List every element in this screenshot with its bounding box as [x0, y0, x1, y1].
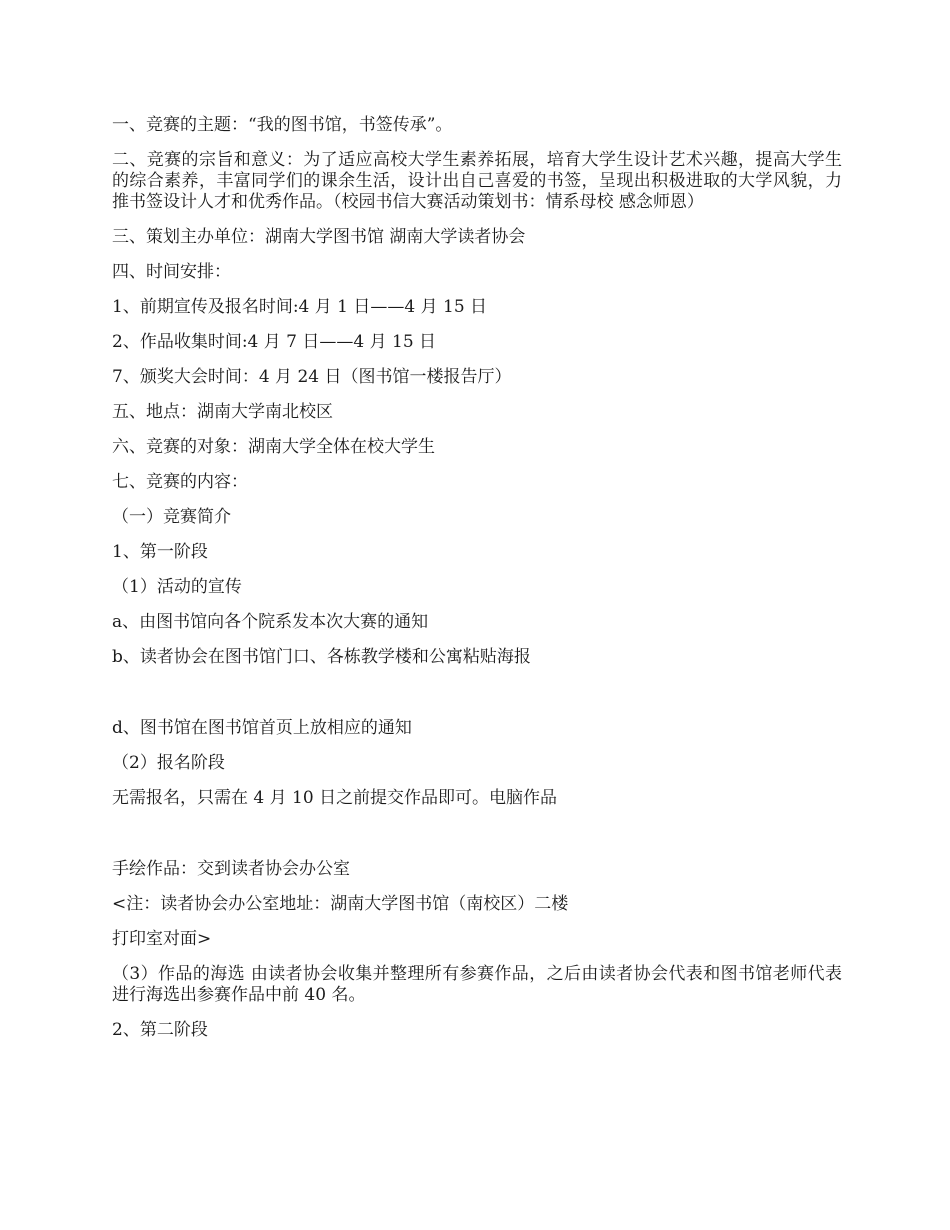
paragraph-location: 五、地点：湖南大学南北校区	[112, 402, 333, 422]
paragraph-audience: 六、竞赛的对象：湖南大学全体在校大学生	[112, 437, 435, 457]
paragraph-office-note-cont: 打印室对面>	[112, 929, 212, 949]
paragraph-intro: （一）竞赛简介	[112, 507, 231, 527]
paragraph-schedule-2: 2、作品收集时间:4 月 7 日——4 月 15 日	[112, 332, 437, 352]
paragraph-promotion: （1）活动的宣传	[112, 577, 242, 597]
blank-line	[112, 682, 842, 718]
paragraph-schedule-heading: 四、时间安排：	[112, 262, 231, 282]
paragraph-stage-2: 2、第二阶段	[112, 1020, 208, 1040]
paragraph-office-note: <注：读者协会办公室地址：湖南大学图书馆（南校区）二楼	[112, 894, 569, 914]
paragraph-selection: （3）作品的海选 由读者协会收集并整理所有参赛作品，之后由读者协会代表和图书馆老师代表进行海选出参赛作品中前 40 名。	[112, 964, 842, 1005]
paragraph-purpose: 二、竞赛的宗旨和意义：为了适应高校大学生素养拓展，培育大学生设计艺术兴趣，提高大学生的综合素养，丰富同学们的课余生活，设计出自己喜爱的书签，呈现出积极进取的大学风貌，力推书签设计人才和优秀作品。（校园书信大赛活动策划书：情系母校 感念师恩）	[112, 150, 842, 212]
paragraph-organizer: 三、策划主办单位：湖南大学图书馆 湖南大学读者协会	[112, 227, 526, 247]
paragraph-item-d: d、图书馆在图书馆首页上放相应的通知	[112, 718, 412, 738]
paragraph-item-a: a、由图书馆向各个院系发本次大赛的通知	[112, 612, 429, 632]
blank-line	[112, 823, 842, 859]
paragraph-theme: 一、竞赛的主题：“我的图书馆，书签传承”。	[112, 115, 453, 135]
document-body	[112, 115, 842, 1055]
paragraph-content-heading: 七、竞赛的内容：	[112, 472, 248, 492]
paragraph-schedule-1: 1、前期宣传及报名时间:4 月 1 日——4 月 15 日	[112, 297, 488, 317]
paragraph-schedule-7: 7、颁奖大会时间：4 月 24 日（图书馆一楼报告厅）	[112, 367, 512, 387]
paragraph-handdrawn: 手绘作品：交到读者协会办公室	[112, 859, 350, 879]
paragraph-registration: （2）报名阶段	[112, 753, 225, 773]
paragraph-item-b: b、读者协会在图书馆门口、各栋教学楼和公寓粘贴海报	[112, 647, 531, 667]
paragraph-registration-note: 无需报名，只需在 4 月 10 日之前提交作品即可。电脑作品	[112, 788, 558, 808]
paragraph-stage-1: 1、第一阶段	[112, 542, 208, 562]
